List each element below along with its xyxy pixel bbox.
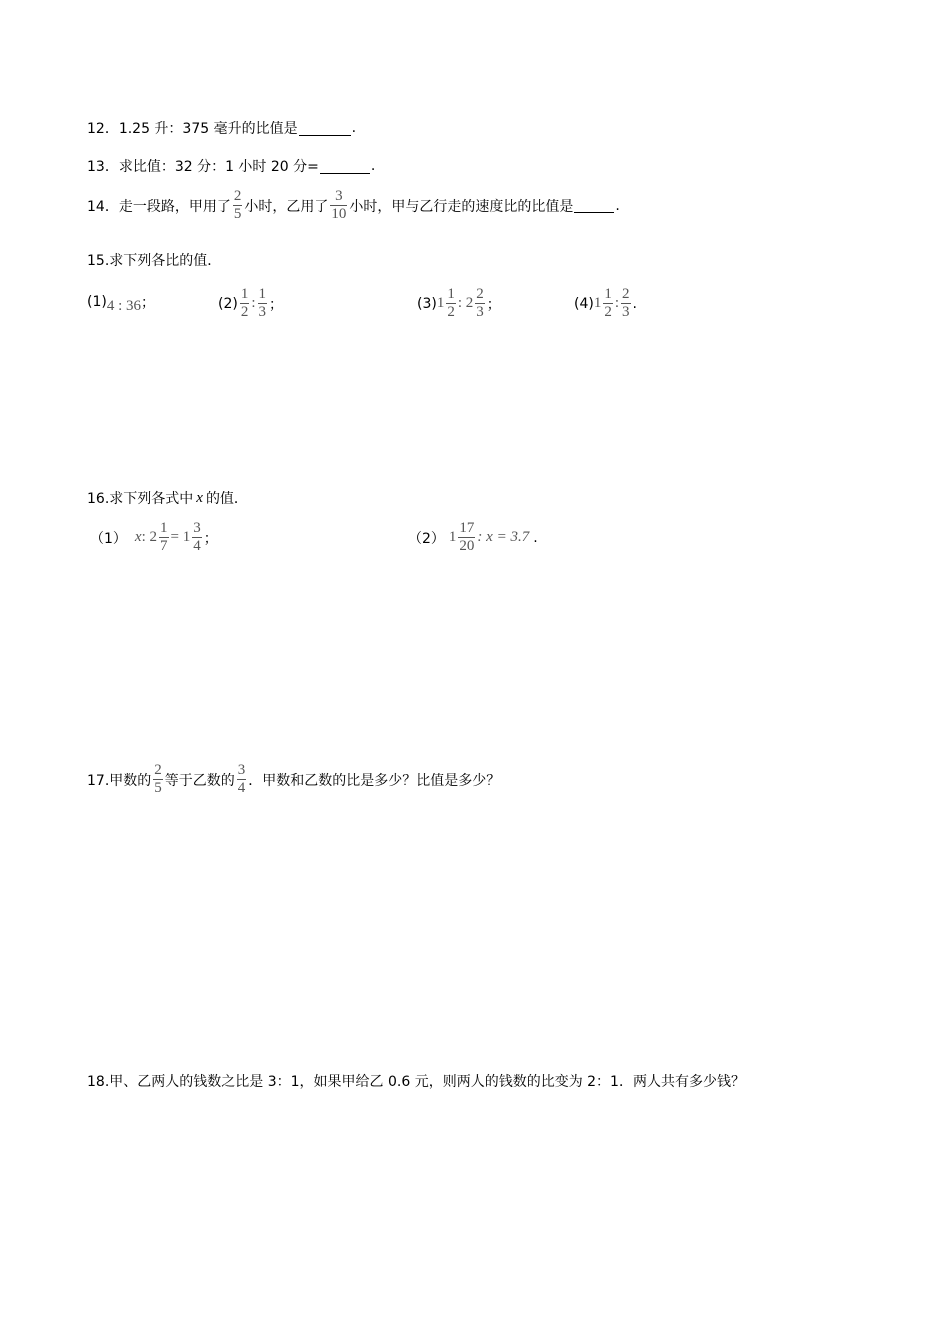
question-17-text: 等于乙数的	[164, 772, 235, 789]
whole-number: 1	[593, 295, 602, 311]
equals-expression: = 1	[170, 529, 191, 545]
denominator: 2	[447, 304, 455, 320]
question-16-text: 的值．	[205, 491, 248, 507]
item-label: (2)	[218, 295, 238, 312]
whole-number: 1	[448, 529, 457, 545]
question-16-text: 16.求下列各式中	[87, 491, 194, 507]
question-13	[87, 156, 375, 176]
item-label: (3)	[417, 295, 437, 312]
answer-blank[interactable]	[320, 159, 370, 174]
question-15-item-2	[218, 286, 283, 321]
question-12-text: 12．1.25 升：375 毫升的比值是	[87, 121, 298, 137]
variable-x: x	[134, 529, 142, 545]
ratio-colon: : 2	[141, 529, 158, 545]
question-15-item-1	[87, 288, 155, 315]
question-18-text: 18.甲、乙两人的钱数之比是 3：1，如果甲给乙 0.6 元，则两人的钱数的比变为 2：1．两人共有多少钱？	[87, 1074, 745, 1090]
punctuation: .	[533, 529, 538, 546]
question-13-text: 13．求比值：32 分：1 小时 20 分=	[87, 159, 319, 175]
fraction	[446, 286, 456, 321]
question-15-title: 15.求下列各比的值．	[87, 253, 222, 269]
question-15-item-4	[574, 286, 637, 321]
question-15-item-3	[417, 286, 501, 321]
denominator: 3	[258, 304, 267, 320]
denominator: 3	[476, 304, 484, 320]
whole-number: 1	[436, 295, 445, 311]
numerator: 2	[154, 762, 162, 778]
punctuation: ；	[269, 296, 284, 313]
answer-blank[interactable]	[574, 198, 614, 213]
numerator: 2	[476, 286, 484, 302]
punctuation: ；	[141, 294, 156, 311]
numerator: 1	[160, 520, 168, 536]
denominator: 7	[160, 538, 168, 554]
ratio-colon: :	[614, 295, 620, 311]
question-16-item-2	[408, 520, 538, 555]
fraction	[192, 520, 202, 555]
numerator: 1	[258, 286, 267, 302]
numerator: 2	[622, 286, 630, 302]
punctuation: ；	[203, 530, 218, 547]
answer-blank[interactable]	[299, 121, 351, 136]
period: .	[370, 158, 376, 174]
numerator: 1	[604, 286, 612, 302]
ratio-colon: : 2	[457, 295, 474, 311]
fraction	[458, 520, 475, 555]
numerator: 3	[335, 188, 343, 204]
item-label: （1）	[90, 530, 127, 547]
question-14-text: 14．走一段路，甲用了	[87, 198, 231, 215]
numerator: 3	[237, 762, 246, 778]
fraction	[258, 286, 268, 321]
ratio-expression: 4 : 36	[106, 298, 142, 314]
numerator: 1	[240, 286, 249, 302]
ratio-colon: :	[251, 295, 256, 311]
question-17-text: 17.甲数的	[87, 772, 152, 789]
fraction	[475, 286, 485, 321]
denominator: 4	[237, 780, 246, 796]
question-12	[87, 118, 356, 138]
numerator: 17	[459, 520, 475, 536]
denominator: 2	[604, 304, 612, 320]
denominator: 20	[459, 538, 475, 554]
item-label: （2）	[408, 530, 445, 547]
fraction	[153, 762, 163, 797]
numerator: 3	[193, 520, 201, 536]
variable-x: x	[196, 489, 203, 506]
denominator: 3	[622, 304, 630, 320]
equation-expression: : x = 3.7	[477, 529, 530, 545]
period: .	[615, 197, 620, 214]
question-17	[87, 762, 500, 797]
fraction	[621, 286, 631, 321]
question-14-text: 小时，甲与乙行走的速度比的比值是	[349, 198, 574, 215]
item-label: (1)	[87, 293, 107, 310]
fraction	[159, 520, 169, 555]
item-label: (4)	[574, 295, 594, 312]
denominator: 2	[240, 304, 249, 320]
fraction	[233, 188, 243, 223]
punctuation: ；	[486, 296, 501, 313]
numerator: 1	[447, 286, 455, 302]
fraction	[603, 286, 613, 321]
question-17-text: ．甲数和乙数的比是多少？比值是多少？	[248, 772, 501, 789]
question-16-item-1	[90, 520, 218, 555]
fraction	[237, 762, 247, 797]
numerator: 2	[233, 188, 242, 204]
question-16-title	[87, 488, 248, 508]
question-14-text: 小时，乙用了	[244, 198, 329, 215]
denominator: 10	[331, 206, 347, 222]
fraction	[240, 286, 250, 321]
fraction	[330, 188, 347, 223]
denominator: 4	[193, 538, 201, 554]
denominator: 5	[154, 780, 162, 796]
punctuation: .	[632, 295, 637, 312]
denominator: 5	[233, 206, 242, 222]
question-18	[87, 1071, 745, 1091]
question-14	[87, 188, 620, 223]
period: .	[351, 120, 357, 136]
